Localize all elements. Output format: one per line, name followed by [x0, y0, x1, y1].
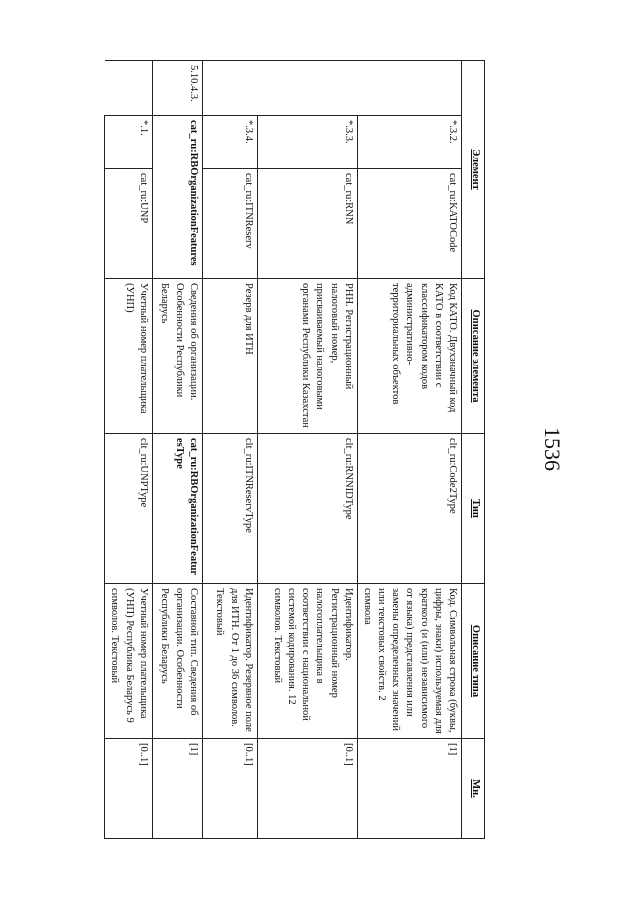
- table-row: [202, 61, 257, 839]
- table-row: [152, 61, 202, 839]
- row-lead-number: 5.10.4.3.: [152, 61, 202, 116]
- row-element: cat_ru:RNN: [257, 169, 357, 279]
- row-element: cat_ru:KATOCode: [357, 169, 461, 279]
- header-mult: Мн.: [462, 739, 485, 839]
- header-element-desc: Описание элемента: [462, 279, 485, 434]
- row-element: cat_ru:RBOrganizationFeatures: [152, 116, 202, 279]
- row-element-desc: Учетный номер плательщика (УНП): [105, 279, 153, 434]
- table-container: [90, 60, 485, 838]
- row-element-desc: Код КАТО. Двухзначный код КАТО в соответствии с классификатором кодов административно-территориальных объектов: [357, 279, 461, 434]
- row-element-desc: Сведения об организации. Особенности Республики Беларусь: [152, 279, 202, 434]
- table-row: [357, 61, 461, 839]
- table-row: [257, 61, 357, 839]
- row-element: cat_ru:ITNReserv: [202, 169, 257, 279]
- header-element: Элемент: [462, 61, 485, 279]
- row-lead-cell: [257, 61, 357, 116]
- header-type: Тип: [462, 434, 485, 584]
- row-mult: [1]: [357, 739, 461, 839]
- row-type: clt_ru:ITNReservType: [202, 434, 257, 584]
- row-type-desc: Код. Символьная строка (буквы, цифры, знаки) используемая для краткого (и (или) независимого от языка) представления или замены определенных значений или текстовых свойств. 2 символа: [357, 584, 461, 739]
- row-type: cat_ru:RBOrganizationFeaturesType: [152, 434, 202, 584]
- row-type: clt_ru:RNNIDType: [257, 434, 357, 584]
- row-number: *.1.: [105, 116, 153, 169]
- table-header-row: [462, 61, 485, 839]
- row-number: *.3.3.: [257, 116, 357, 169]
- page-number: 1536: [540, 427, 565, 471]
- row-lead-cell: [357, 61, 461, 116]
- row-type-desc: Идентификатор. Резервное поле для ИТН. От 1 до 36 символов. Текстовый: [202, 584, 257, 739]
- rotated-table: [90, 60, 485, 838]
- row-mult: [0..1]: [202, 739, 257, 839]
- row-type-desc: Составной тип. Сведения об организации. Особенности Республики Беларусь: [152, 584, 202, 739]
- row-lead-cell: [202, 61, 257, 116]
- row-mult: [0..1]: [105, 739, 153, 839]
- row-element-desc: РНН. Регистрационный налоговый номер, присваиваемый налоговыми органами Республики Казахстан: [257, 279, 357, 434]
- row-number: *.3.2.: [357, 116, 461, 169]
- row-type-desc: Идентификатор. Регистрационный номер налогоплательщика в соответствии с национальной системой кодирования. 12 символов. Текстовый: [257, 584, 357, 739]
- row-number: *.3.4.: [202, 116, 257, 169]
- header-type-desc: Описание типа: [462, 584, 485, 739]
- row-type-desc: Учетный номер плательщика (УНП) Республика Беларусь 9 символов. Текстовый: [105, 584, 153, 739]
- row-mult: [1]: [152, 739, 202, 839]
- row-element-desc: Резерв для ИТН: [202, 279, 257, 434]
- table-row: [105, 61, 153, 839]
- row-lead-cell: [105, 61, 153, 116]
- row-element: cat_ru:UNP: [105, 169, 153, 279]
- row-mult: [0..1]: [257, 739, 357, 839]
- row-type: clt_ru:Code2Type: [357, 434, 461, 584]
- elements-table: [104, 60, 485, 839]
- row-type: clt_ru:UNPType: [105, 434, 153, 584]
